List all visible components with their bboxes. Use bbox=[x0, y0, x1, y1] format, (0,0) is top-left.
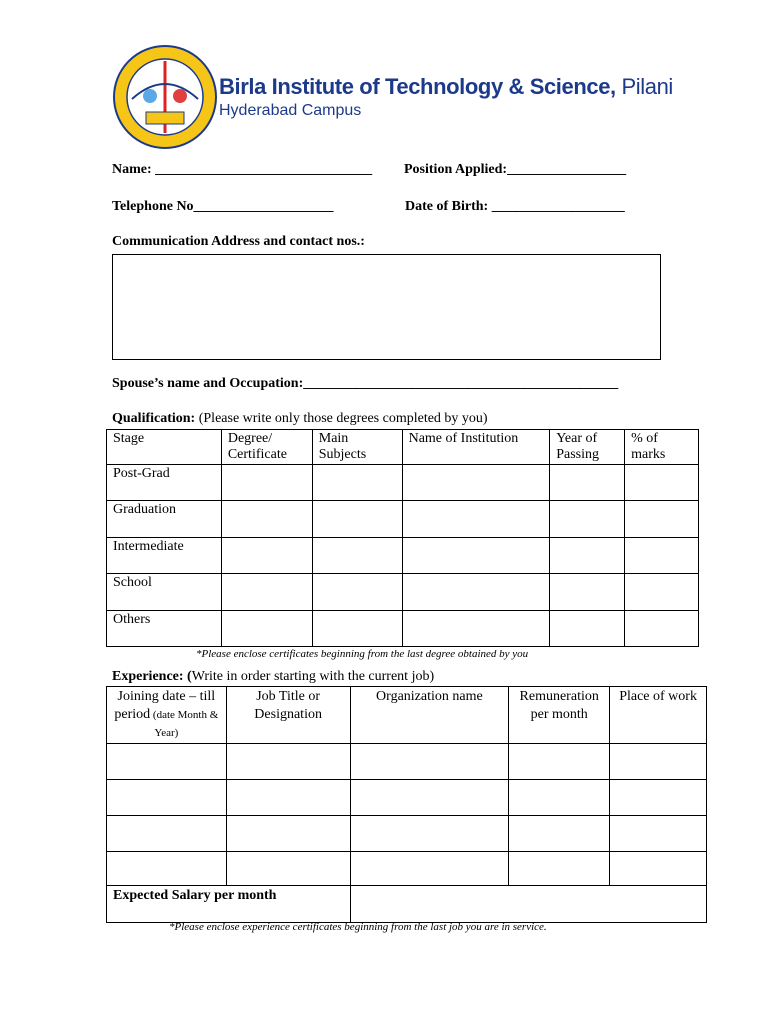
table-row bbox=[107, 465, 699, 501]
table-row bbox=[107, 780, 707, 816]
stage-cell: Intermediate bbox=[107, 538, 222, 574]
table-row bbox=[107, 611, 699, 647]
qualification-title: Qualification: (Please write only those degrees completed by you) bbox=[112, 411, 488, 426]
qualification-table bbox=[106, 429, 699, 647]
input-cell[interactable] bbox=[402, 501, 550, 538]
input-cell[interactable] bbox=[509, 744, 610, 780]
col-remuneration: Remuneration per month bbox=[509, 687, 610, 744]
name-field[interactable]: Name: _______________________________ bbox=[112, 162, 373, 177]
input-cell[interactable] bbox=[550, 538, 625, 574]
table-row bbox=[107, 538, 699, 574]
institute-name: Birla Institute of Technology & Science, Pilani bbox=[219, 74, 673, 99]
input-cell[interactable] bbox=[402, 465, 550, 501]
col-place: Place of work bbox=[610, 687, 707, 744]
input-cell[interactable] bbox=[402, 538, 550, 574]
input-cell[interactable] bbox=[610, 816, 707, 852]
input-cell[interactable] bbox=[625, 465, 699, 501]
input-cell[interactable] bbox=[107, 816, 227, 852]
input-cell[interactable] bbox=[625, 501, 699, 538]
position-field[interactable]: Position Applied:_________________ bbox=[404, 162, 627, 177]
table-row bbox=[107, 501, 699, 538]
stage-cell: School bbox=[107, 574, 222, 611]
experience-table bbox=[106, 686, 707, 923]
expected-salary-label: Expected Salary per month bbox=[107, 886, 351, 923]
input-cell[interactable] bbox=[625, 611, 699, 647]
stage-cell: Graduation bbox=[107, 501, 222, 538]
input-cell[interactable] bbox=[509, 780, 610, 816]
input-cell[interactable] bbox=[350, 816, 509, 852]
input-cell[interactable] bbox=[610, 744, 707, 780]
input-cell[interactable] bbox=[312, 501, 402, 538]
input-cell[interactable] bbox=[221, 538, 312, 574]
table-row bbox=[107, 816, 707, 852]
col-stage: Stage bbox=[107, 430, 222, 465]
col-subjects: Main Subjects bbox=[312, 430, 402, 465]
input-cell[interactable] bbox=[625, 538, 699, 574]
col-year: Year of Passing bbox=[550, 430, 625, 465]
col-marks: % of marks bbox=[625, 430, 699, 465]
input-cell[interactable] bbox=[107, 744, 227, 780]
input-cell[interactable] bbox=[402, 574, 550, 611]
telephone-field[interactable]: Telephone No____________________ bbox=[112, 199, 334, 214]
input-cell[interactable] bbox=[107, 780, 227, 816]
table-row bbox=[107, 852, 707, 886]
experience-note: *Please enclose experience certificates beginning from the last job you are in service. bbox=[169, 921, 547, 933]
input-cell[interactable] bbox=[350, 744, 509, 780]
input-cell[interactable] bbox=[550, 574, 625, 611]
table-header-row bbox=[107, 687, 707, 744]
input-cell[interactable] bbox=[221, 574, 312, 611]
address-box[interactable] bbox=[112, 254, 661, 360]
input-cell[interactable] bbox=[610, 780, 707, 816]
dob-field[interactable]: Date of Birth: ___________________ bbox=[405, 199, 625, 214]
input-cell[interactable] bbox=[550, 465, 625, 501]
stage-cell: Post-Grad bbox=[107, 465, 222, 501]
input-cell[interactable] bbox=[312, 611, 402, 647]
input-cell[interactable] bbox=[221, 501, 312, 538]
campus-name: Hyderabad Campus bbox=[219, 102, 362, 119]
input-cell[interactable] bbox=[350, 780, 509, 816]
stage-cell: Others bbox=[107, 611, 222, 647]
input-cell[interactable] bbox=[312, 465, 402, 501]
input-cell[interactable] bbox=[350, 852, 509, 886]
col-organization: Organization name bbox=[350, 687, 509, 744]
address-label: Communication Address and contact nos.: bbox=[112, 234, 365, 249]
table-row bbox=[107, 574, 699, 611]
table-header-row bbox=[107, 430, 699, 465]
input-cell[interactable] bbox=[509, 852, 610, 886]
col-institution: Name of Institution bbox=[402, 430, 550, 465]
table-row bbox=[107, 744, 707, 780]
expected-salary-input[interactable] bbox=[350, 886, 706, 923]
col-job-title: Job Title or Designation bbox=[226, 687, 350, 744]
col-degree: Degree/ Certificate bbox=[221, 430, 312, 465]
input-cell[interactable] bbox=[221, 611, 312, 647]
input-cell[interactable] bbox=[610, 852, 707, 886]
col-joining: Joining date – till period (date Month & Year) bbox=[107, 687, 227, 744]
input-cell[interactable] bbox=[226, 852, 350, 886]
spouse-field[interactable]: Spouse’s name and Occupation:_____________________________________________ bbox=[112, 376, 619, 391]
qualification-note: *Please enclose certificates beginning from the last degree obtained by you bbox=[196, 648, 529, 660]
input-cell[interactable] bbox=[226, 780, 350, 816]
input-cell[interactable] bbox=[402, 611, 550, 647]
input-cell[interactable] bbox=[312, 574, 402, 611]
input-cell[interactable] bbox=[312, 538, 402, 574]
input-cell[interactable] bbox=[550, 611, 625, 647]
input-cell[interactable] bbox=[226, 744, 350, 780]
input-cell[interactable] bbox=[509, 816, 610, 852]
input-cell[interactable] bbox=[221, 465, 312, 501]
experience-title: Experience: (Write in order starting with the current job) bbox=[112, 669, 435, 684]
input-cell[interactable] bbox=[625, 574, 699, 611]
expected-salary-row bbox=[107, 886, 707, 923]
input-cell[interactable] bbox=[226, 816, 350, 852]
bits-pilani-logo bbox=[112, 44, 218, 150]
input-cell[interactable] bbox=[550, 501, 625, 538]
input-cell[interactable] bbox=[107, 852, 227, 886]
